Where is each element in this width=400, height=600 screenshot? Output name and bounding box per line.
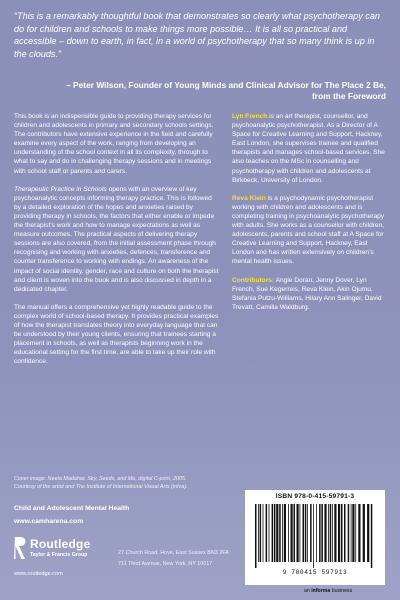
barcode-bar bbox=[291, 504, 293, 562]
barcode-bar bbox=[334, 504, 336, 562]
barcode-bar bbox=[358, 504, 360, 562]
barcode-icon bbox=[253, 504, 377, 568]
barcode-bar bbox=[284, 504, 286, 562]
contributors-label: Contributors: bbox=[232, 276, 275, 284]
barcode-digits: 9 780415 597913 bbox=[282, 569, 348, 576]
barcode-bar bbox=[269, 504, 270, 562]
informa-suffix: business bbox=[330, 588, 353, 594]
publisher-address bbox=[118, 548, 229, 570]
publisher-group: Taylor & Francis Group bbox=[30, 552, 88, 558]
publisher-url: www.routledge.com bbox=[14, 571, 63, 577]
book-description bbox=[14, 112, 219, 375]
barcode-bar bbox=[260, 504, 262, 562]
informa-tagline bbox=[304, 588, 352, 594]
barcode-bar bbox=[297, 504, 299, 562]
barcode-bar bbox=[371, 504, 373, 568]
address-line: 711 Third Avenue, New York, NY 10017 bbox=[118, 561, 213, 567]
author-bio-text: is an art therapist, counsellor, and psychoanalytic psychotherapist. As a Director of A Space for Creative Learning and Support, Hackney, East London, she supervises trainee and qualified therapists and manages school-based services. She also teaches on the MSc in counselling and psychotherapy with children and adolescents at Birkbeck, University of London. bbox=[232, 113, 385, 184]
barcode-bar bbox=[324, 504, 326, 562]
author-bio-text: is a psychodynamic psychotherapist working with children and adolescents and is completing training in psychoanalytic psychotherapy with adults. She works as a counsellor with children, adolescents, parents and school staff at A Space for Creative Learning and Support, Hackney, East London and has written extensively on children’s mental health issues. bbox=[232, 194, 385, 266]
author-bio-reva-klein bbox=[232, 194, 388, 267]
informa-brand: informa bbox=[311, 588, 331, 594]
address-line: 27 Church Road, Hove, East Sussex BN3 2FA bbox=[118, 550, 229, 556]
description-paragraph-2-text: opens with an overview of key psychoanalytic concepts informing therapy practice. This is followed by a detailed exploration of the hopes and anxieties raised by providing therapy in schools, the factors that either enable or impede the therapist’s work and how to manage expectations as well as measure outcomes. The practical aspects of delivering therapy sessions are also covered, from the initial assessment phase through recognising and working with anxieties, defences, transference and counter transference to working with endings. An awareness of the impact of social identity, gender, race and culture on both the therapist and client is woven into the book and is also discussed in depth in a dedicated chapter. bbox=[14, 185, 219, 293]
author-name-reva-klein: Reva Klein bbox=[232, 194, 266, 202]
barcode-bar bbox=[316, 504, 317, 562]
cover-credit-line: Cover image: Neeta Madahar, Sky, Seeds, and Me, digital C-print, 2005. bbox=[14, 476, 187, 482]
author-name-lyn-french: Lyn French bbox=[232, 113, 268, 120]
endorsement-quote: “This is a remarkably thoughtful book that demonstrates so clearly what psychotherapy can do for children and schools to make things more possible… It is all so practical and accessible – down to earth, in fact, in a world of psychotherapy that so many think is up in the clouds.” bbox=[14, 11, 380, 59]
barcode-bar bbox=[279, 504, 281, 562]
barcode-bar bbox=[355, 504, 356, 562]
barcode-bar bbox=[255, 504, 257, 568]
barcode-bar bbox=[258, 504, 259, 562]
barcode-panel bbox=[245, 490, 385, 585]
barcode-bar bbox=[310, 504, 312, 562]
description-paragraph-1: This book is an indispensible guide to providing therapy services for children and adolescents in primary and secondary schools settings. The contributors have extensive experience in the field and carefully examine every aspect of the work, ranging from developing an understanding of the school context in all its complexity, through to what to say and do in challenging therapy sessions and in meetings with school staff or parents and carers. bbox=[14, 113, 214, 175]
barcode-bar bbox=[330, 504, 332, 562]
barcode-bar bbox=[288, 504, 289, 562]
barcode-bar bbox=[274, 504, 276, 562]
barcode-bar bbox=[282, 504, 283, 562]
barcode-bar bbox=[332, 504, 333, 562]
publisher-logo bbox=[14, 534, 114, 568]
publisher-name: Routledge bbox=[30, 537, 91, 551]
description-paragraph-2 bbox=[14, 185, 219, 294]
barcode-bar bbox=[294, 504, 296, 562]
cover-image-credit bbox=[14, 476, 219, 491]
barcode-bar bbox=[367, 504, 369, 562]
cover-credit-line: Courtesy of the artist and The Institute of International Visual Arts (inIva). bbox=[14, 483, 188, 490]
endorsement-attribution: – Peter Wilson, Founder of Young Minds and Clinical Advisor for The Place 2 Be, from the Foreword bbox=[66, 80, 386, 102]
book-title-inline: Therapeutic Practice in Schools bbox=[14, 185, 107, 193]
barcode-bar bbox=[348, 504, 350, 562]
series-website: www.camharena.com bbox=[14, 518, 84, 525]
isbn-label: ISBN 978-0-415-59791-3 bbox=[275, 493, 355, 500]
barcode-bar bbox=[351, 504, 352, 562]
barcode-bar bbox=[300, 504, 301, 562]
routledge-logo-icon bbox=[14, 536, 26, 560]
barcode-bar bbox=[266, 504, 268, 562]
barcode-bar bbox=[328, 504, 329, 562]
contributors-list: Angie Doran, Jenny Dover, Lyn French, Sue Kegerreis, Reva Klein, Akin Ojumu, Stefania Putzu-Williams, Hilary Ann Salinger, David Trevatt, Camilla Waldburg. bbox=[232, 276, 382, 311]
description-paragraph-3: The manual offers a comprehensive yet highly readable guide to the complex world of school-based therapy. It provides practical examples of how the therapist translates theory into everyday language that can be understood by their young clients, ensuring that trainees starting a placement in schools, as well as therapists beginning work in the educational setting for the first time, are able to take up their role with confidence. bbox=[14, 303, 219, 366]
barcode-bar bbox=[363, 504, 365, 562]
contributors bbox=[232, 276, 388, 312]
barcode-bar bbox=[263, 504, 264, 562]
barcode-bar bbox=[272, 504, 274, 562]
barcode-bar bbox=[344, 504, 346, 562]
barcode-bar bbox=[305, 504, 307, 562]
author-bios bbox=[232, 112, 388, 321]
barcode-bar bbox=[338, 504, 340, 562]
author-bio-lyn-french bbox=[232, 112, 388, 185]
barcode-bar bbox=[276, 504, 278, 562]
barcode-bar bbox=[313, 504, 314, 568]
barcode-bar bbox=[352, 504, 354, 562]
barcode-bar bbox=[341, 504, 343, 562]
informa-prefix: an bbox=[304, 588, 312, 594]
series-name: Child and Adolescent Mental Health bbox=[14, 505, 130, 512]
barcode-bar bbox=[319, 504, 321, 562]
barcode-bar bbox=[307, 504, 308, 562]
barcode-bar bbox=[321, 504, 323, 562]
barcode-bar bbox=[303, 504, 305, 562]
